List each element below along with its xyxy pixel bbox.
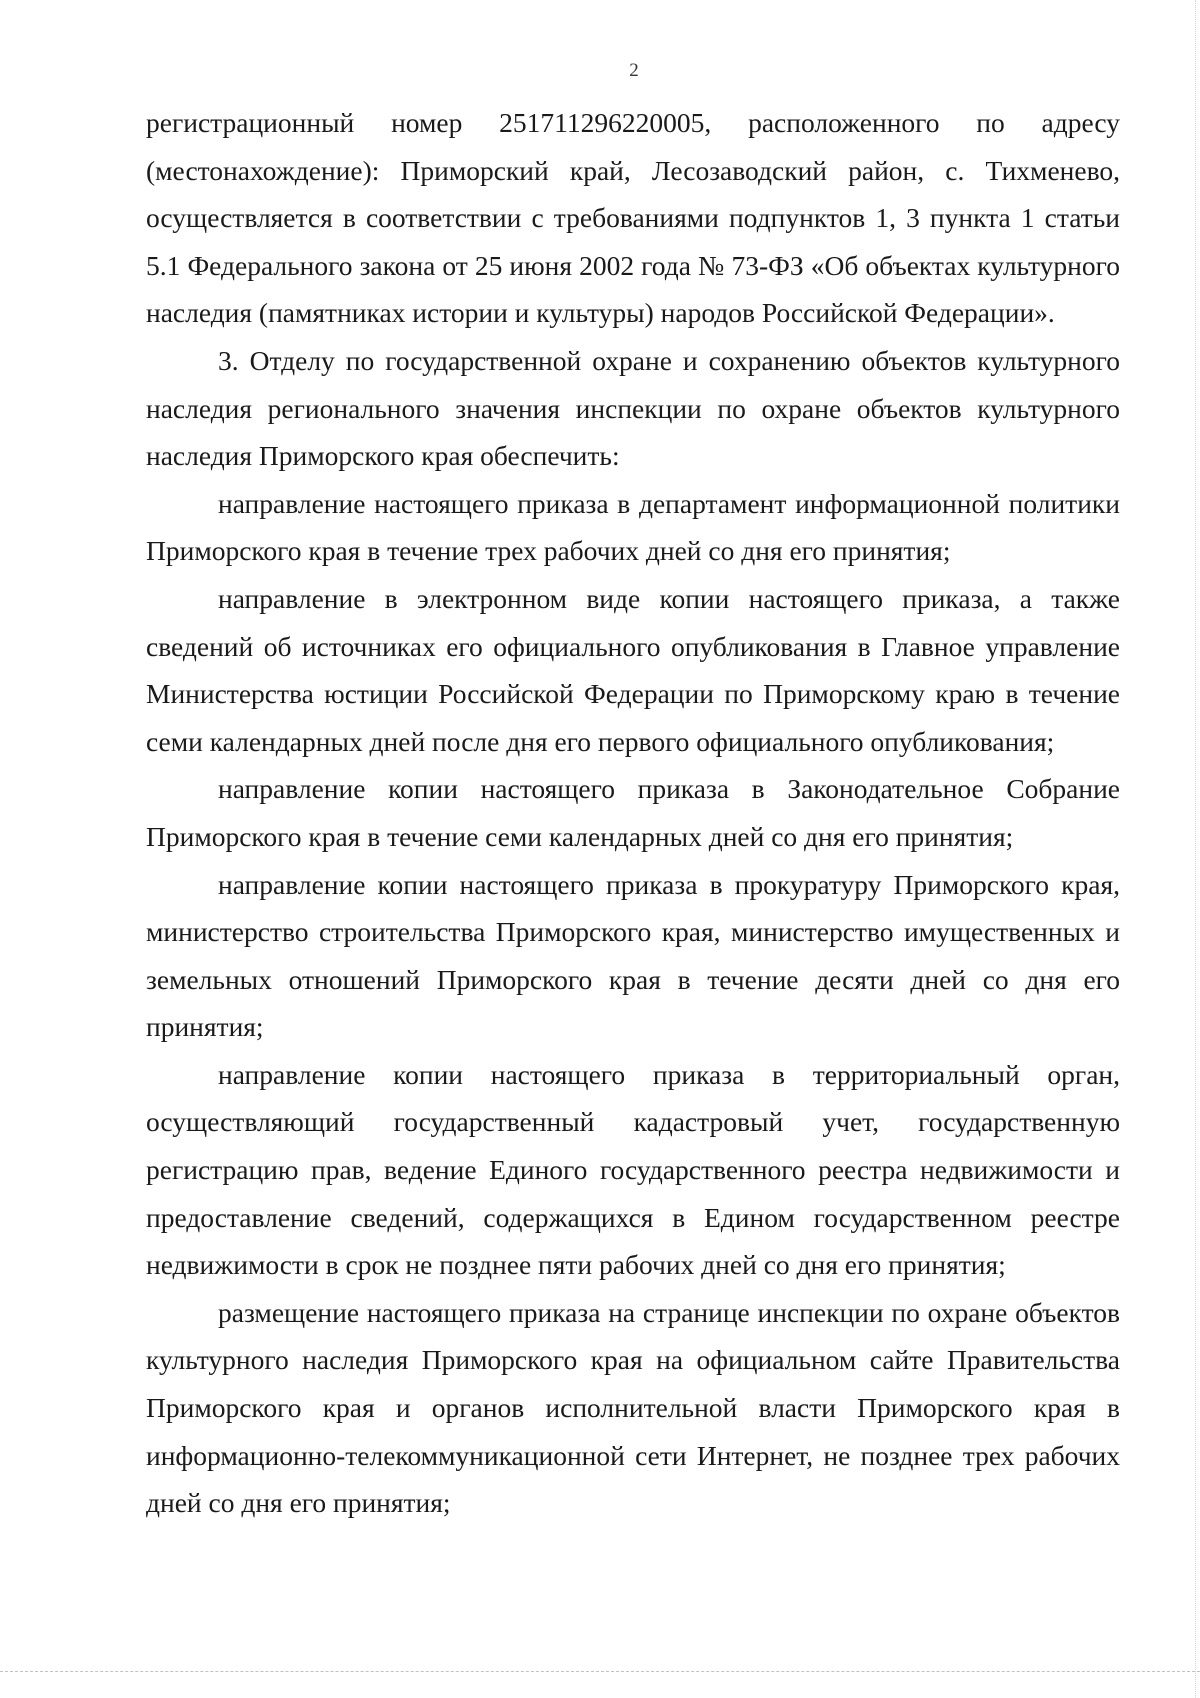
paragraph-legislative-assembly: направление копии настоящего приказа в Законодательное Собрание Приморского края в течение семи календарных дней со дня его принятия;: [146, 773, 1120, 852]
paragraph-item-3: 3. Отделу по государственной охране и сохранению объектов культурного наследия регионального значения инспекции по охране объектов культурного наследия Приморского края обеспечить:: [146, 344, 1120, 472]
paragraph-continuation: регистрационный номер 251711296220005, расположенного по адресу (местонахождение): Приморский край, Лесозаводский район, с. Тихменево, осуществляется в соответствии с требованиями подпунктов 1, 3 пункта 1 статьи 5.1 Федерального закона от 25 июня 2002 года № 73-ФЗ «Об объектах культурного наследия (памятниках истории и культуры) народов Российской Федерации».: [146, 107, 1120, 329]
paragraph-prosecutor: направление копии настоящего приказа в прокуратуру Приморского края, министерство строительства Приморского края, министерство имущественных и земельных отношений Приморского края в течение десяти дней со дня его принятия;: [146, 868, 1120, 1043]
document-body: [146, 99, 1120, 1527]
page-number: 2: [629, 60, 639, 81]
paragraph-info-policy: направление настоящего приказа в департамент информационной политики Приморского края в течение трех рабочих дней со дня его принятия;: [146, 487, 1120, 567]
scan-edge-right: [1195, 0, 1196, 1698]
scan-edge-bottom: [0, 1671, 1200, 1672]
paragraph-website: размещение настоящего приказа на странице инспекции по охране объектов культурного наследия Приморского края на официальном сайте Правительства Приморского края и органов исполнительной власти Приморского края в информационно-телекоммуникационной сети Интернет, не позднее трех рабочих дней со дня его принятия;: [146, 1296, 1120, 1519]
paragraph-justice-ministry: направление в электронном виде копии настоящего приказа, а также сведений об источниках его официального опубликования в Главное управление Министерства юстиции Российской Федерации по Приморскому краю в течение семи календарных дней после дня его первого официального опубликования;: [146, 582, 1120, 757]
paragraph-cadastre: направление копии настоящего приказа в территориальный орган, осуществляющий государственный кадастровый учет, государственную регистрацию прав, ведение Единого государственного реестра недвижимости и предоставление сведений, содержащихся в Едином государственном реестре недвижимости в срок не позднее пяти рабочих дней со дня его принятия;: [146, 1058, 1120, 1281]
